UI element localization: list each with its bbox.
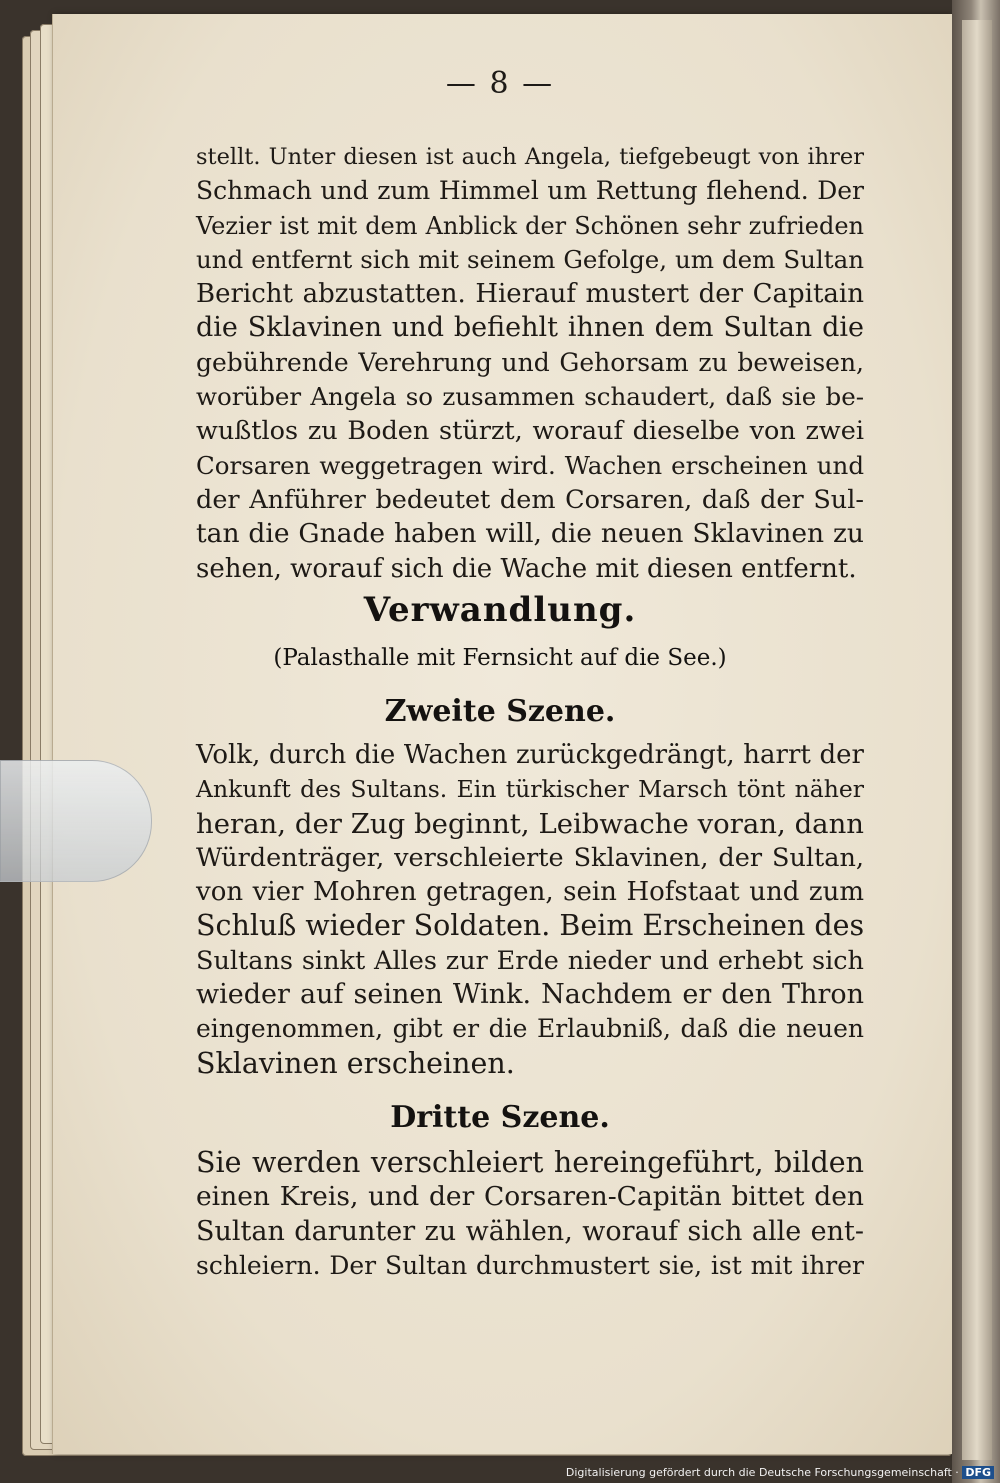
text-line: gebührende Verehrung und Gehorsam zu beweisen, [196,347,864,377]
footer-credit [566,1466,994,1479]
text-line: die Sklavinen und befiehlt ihnen dem Sultan die [196,312,864,344]
text-line: tan die Gnade haben will, die neuen Sklavinen zu [196,518,864,550]
text-line: Schmach und zum Himmel um Rettung flehend. Der [196,176,864,206]
text-line: wußtlos zu Boden stürzt, worauf dieselbe von zwei [196,416,864,447]
text-line: Sultans sinkt Alles zur Erde nieder und erhebt sich [196,945,864,976]
paragraph-3 [196,1146,864,1283]
text-line: schleiern. Der Sultan durchmustert sie, ist mit ihrer [196,1250,864,1280]
text-line: eingenommen, gibt er die Erlaubniß, daß die neuen [196,1014,864,1044]
text-line: der Anführer bedeutet dem Corsaren, daß der Sul- [196,484,864,515]
text-line: von vier Mohren getragen, sein Hofstaat und zum [196,877,864,908]
text-line: Sultan darunter zu wählen, worauf sich alle ent- [196,1215,864,1247]
next-page-edge [962,20,992,1460]
stage-direction: (Palasthalle mit Fernsicht auf die See.) [273,645,727,671]
text-line: wieder auf seinen Wink. Nachdem er den Thron [196,979,864,1011]
dfg-logo: DFG [962,1466,994,1479]
text-line: Sie werden verschleiert hereingeführt, bilden [196,1146,864,1179]
text-line: Bericht abzustatten. Hierauf mustert der Capitain [196,279,864,310]
heading-verwandlung: Verwandlung. [363,590,637,630]
text-line: stellt. Unter diesen ist auch Angela, tiefgebeugt von ihrer [196,144,864,170]
page-clip [0,760,152,882]
footer-text: Digitalisierung gefördert durch die Deutsche Forschungsgemeinschaft · [565,1466,959,1479]
text-line: Ankunft des Sultans. Ein türkischer Marsch tönt näher [196,775,864,804]
text-line: Corsaren weggetragen wird. Wachen erscheinen und [196,450,864,480]
text-line: Schluß wieder Soldaten. Beim Erscheinen des [196,909,865,943]
text-line: Sklavinen erscheinen. [196,1046,515,1080]
text-line: Volk, durch die Wachen zurückgedrängt, harrt der [196,740,864,770]
text-line: sehen, worauf sich die Wache mit diesen entfernt. [196,553,857,584]
heading-scene-2: Zweite Szene. [384,694,616,729]
text-line: heran, der Zug beginnt, Leibwache voran, dann [196,807,864,840]
text-line: worüber Angela so zusammen schaudert, daß sie be- [196,382,864,412]
text-line: Vezier ist mit dem Anblick der Schönen sehr zufrieden [196,211,864,240]
text-line: Würdenträger, verschleierte Sklavinen, der Sultan, [196,842,864,873]
heading-scene-3: Dritte Szene. [390,1100,610,1135]
text-line: einen Kreis, und der Corsaren-Capitän bittet den [196,1181,864,1213]
paragraph-2 [196,738,864,1081]
paragraph-1 [196,140,864,586]
page-number: — 8 — [445,66,555,101]
text-line: und entfernt sich mit seinem Gefolge, um dem Sultan [196,244,864,274]
